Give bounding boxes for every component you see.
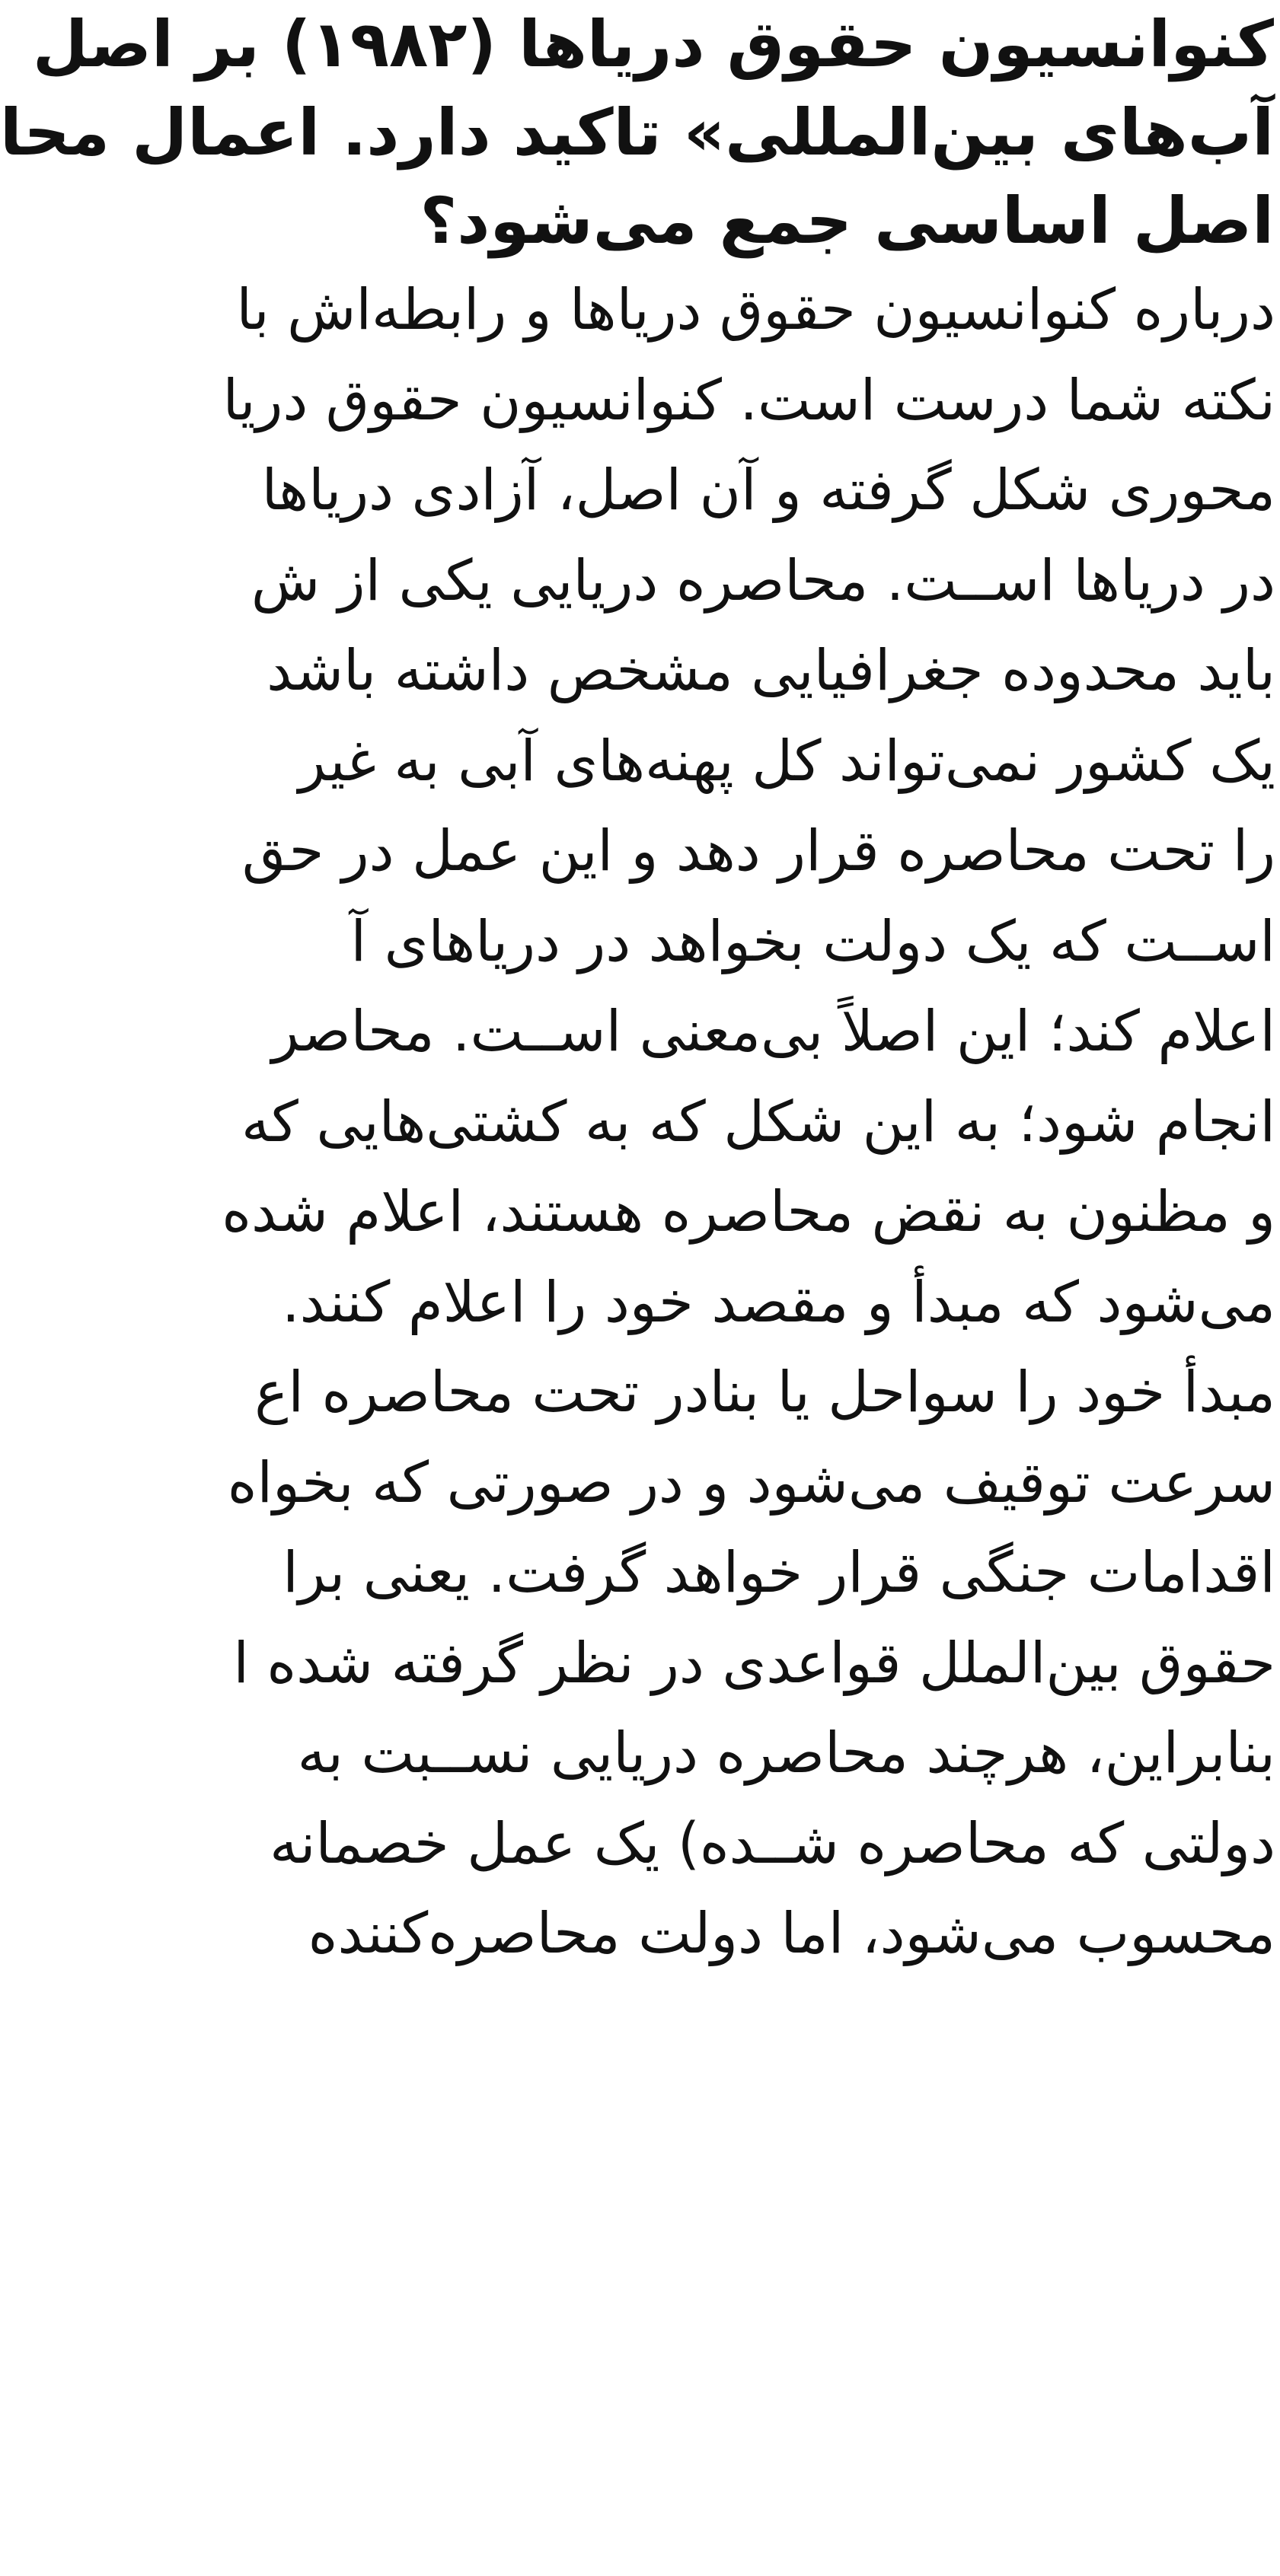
- body-line-19: محسوب می‌شود، اما دولت محاصره‌کننده: [308, 1901, 1275, 1966]
- body-line-6: یک کشور نمی‌تواند کل پهنه‌های آبی به غیر: [298, 728, 1275, 794]
- body-line-1: درباره کنوانسیون حقوق دریاها و رابطه‌اش با: [236, 277, 1275, 343]
- body-line-3: محوری شکل گرفته و آن اصل، آزادی دریاها: [261, 457, 1275, 523]
- headline-line-1: کنوانسیون حقوق دریاها (۱۹۸۲) بر اصل: [32, 7, 1274, 81]
- headline: [0, 0, 1280, 265]
- body-line-16: حقوق بین‌الملل قواعدی در نظر گرفته شده ا: [233, 1630, 1275, 1696]
- body-line-8: اســت که یک دولت بخواهد در دریاهای آ: [350, 908, 1275, 974]
- body-line-10: انجام شود؛ به این شکل که به کشتی‌هایی که: [241, 1089, 1275, 1155]
- headline-line-2: آب‌های بین‌المللی» تاکید دارد. اعمال محا: [0, 95, 1274, 170]
- body-line-15: اقدامات جنگی قرار خواهد گرفت. یعنی برا: [282, 1540, 1275, 1605]
- body-line-4: در دریاها اســت. محاصره دریایی یکی از ش: [251, 547, 1275, 614]
- body-line-7: را تحت محاصره قرار دهد و این عمل در حق: [241, 818, 1275, 884]
- body-line-9: اعلام کند؛ این اصلاً بی‌معنی اســت. محاصر: [271, 999, 1275, 1064]
- article-body: [138, 265, 1280, 1979]
- headline-line-3: اصل اساسی جمع می‌شود؟: [420, 183, 1274, 258]
- body-line-2: نکته شما درست است. کنوانسیون حقوق دریا: [222, 367, 1275, 433]
- body-line-17: بنابراین، هرچند محاصره دریایی نســبت به: [297, 1720, 1275, 1786]
- body-line-11: و مظنون به نقض محاصره هستند، اعلام شده: [222, 1179, 1275, 1245]
- body-line-18: دولتی که محاصره شــده) یک عمل خصمانه: [270, 1810, 1275, 1876]
- body-line-14: سرعت توقیف می‌شود و در صورتی که بخواه: [227, 1449, 1275, 1516]
- body-line-13: مبدأ خود را سواحل یا بنادر تحت محاصره اع: [254, 1360, 1275, 1425]
- body-line-5: باید محدوده جغرافیایی مشخص داشته باشد: [267, 638, 1275, 703]
- body-line-12: می‌شود که مبدأ و مقصد خود را اعلام کنند.: [282, 1269, 1275, 1335]
